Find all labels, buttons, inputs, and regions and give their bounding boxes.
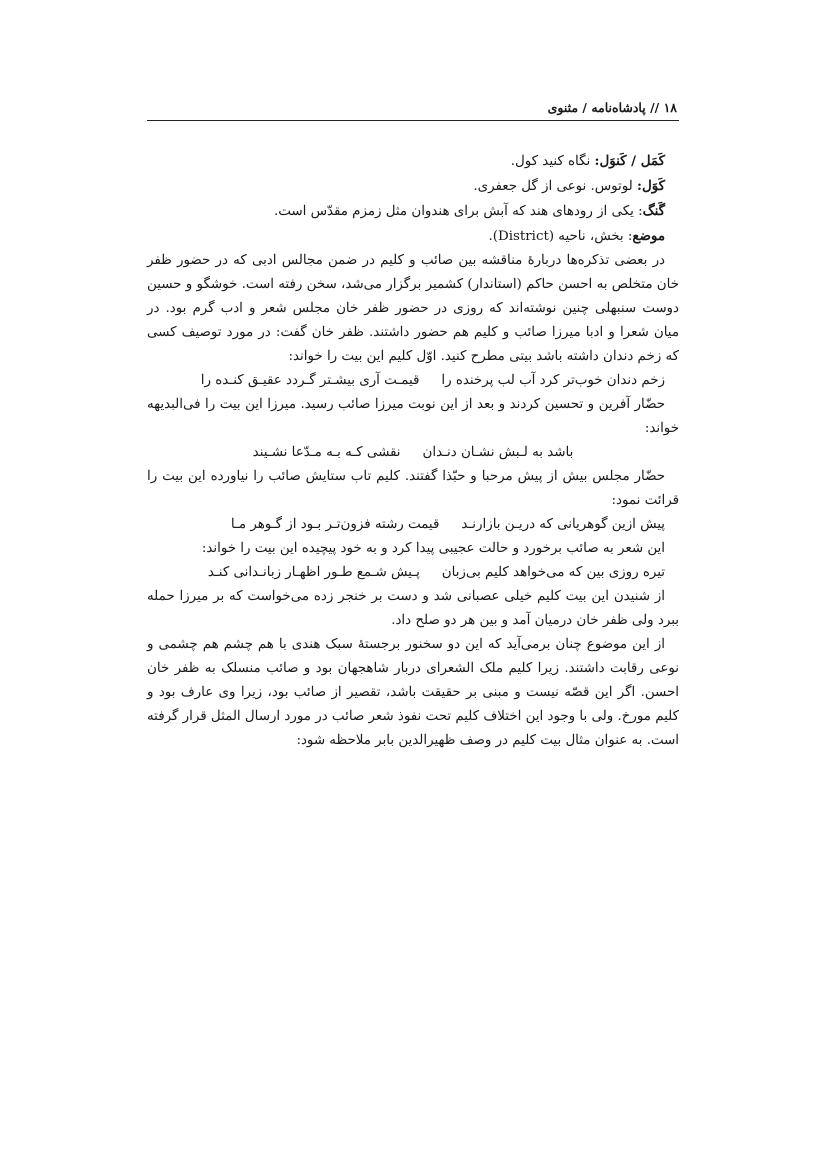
hemistich-first: زخم دندان خوب‌تر کرد آب لب پرخنده را (441, 373, 665, 388)
glossary-definition: لوتوس. نوعی از گل جعفری. (473, 179, 638, 194)
paragraph: حضّار آفرین و تحسین کردند و بعد از این نوبت میرزا صائب رسید. میرزا این بیت را فی‌البدیهه خواند: (147, 397, 679, 436)
glossary-entry (147, 224, 679, 249)
glossary-definition: : یکی از رودهای هند که آبش برای هندوان مثل زمزم مقدّس است. (274, 204, 643, 219)
glossary-term: کَمَل / کَنوَل: (594, 153, 665, 169)
hemistich-second: نقشی کـه بـه مـدّعا نشـیند (252, 445, 401, 460)
hemistich-first: باشد به لـبش نشـان دنـدان (422, 445, 574, 460)
verse-line (147, 561, 679, 585)
paragraph: حضّار مجلس بیش از پیش مرحبا و حبّذا گفتند. کلیم تاب ستایش صائب را نیاورده این بیت را قرائت نمود: (147, 469, 679, 508)
glossary-definition: نگاه کنید کول. (510, 154, 595, 169)
verse-line (147, 513, 679, 537)
hemistich-second: قیمت رشته فزون‌تـر بـود از گـوهر مـا (230, 517, 440, 532)
glossary-entry (147, 174, 679, 199)
glossary-term: کَوَل: (637, 178, 665, 194)
hemistich-second: پـیش شـمع طـور اظهـار زبانـدانی کنـد (207, 565, 420, 580)
running-head: ۱۸ // پادشاه‌نامه / مثنوی (147, 98, 679, 121)
glossary-definition: : بخش، ناحیه (District). (488, 229, 633, 244)
paragraph: این شعر به صائب برخورد و حالت عجیبی پیدا کرد و به خود پیچیده این بیت را خواند: (201, 541, 665, 556)
hemistich-first: تیره روزی بین که می‌خواهد کلیم بی‌زبان (441, 565, 665, 580)
verse-line (147, 441, 679, 465)
paragraph: از این موضوع چنان برمی‌آید که این دو سخنور برجستهٔ سبک هندی با هم چشم هم چشمی و نوعی رقابت داشتند. زیرا کلیم ملک الشعرای دربار شاهجهان بود و صائب منسلک به ظفر خان احسن. اگر این قصّه نیست و مبنی بر حقیقت باشد، تقصیر از صائب بود، زیرا وی عارف بود و کلیم مورخ. ولی با وجود این اختلاف کلیم تحت نفوذ شعر صائب در مورد ارسال المثل قرار گرفته است. به عنوان مثال بیت کلیم در وصف ظهیرالدین بابر ملاحظه شود: (147, 637, 679, 748)
verse-line (147, 369, 679, 393)
paragraph: از شنیدن این بیت کلیم خیلی عصبانی شد و دست بر خنجر زده می‌خواست که بر میرزا حمله ببرد ولی ظفر خان درمیان آمد و بین هر دو صلح داد. (147, 589, 679, 628)
glossary-entry (147, 149, 679, 174)
paragraph-intro: در بعضی تذکره‌ها دربارهٔ مناقشه بین صائب و کلیم در ضمن مجالس ادبی که در حضور ظفر خان متخلص به احسن حاکم (استاندار) کشمیر برگزار می‌شد، سخن رفته است. خوشگو و حسین دوست سنبهلی چنین نوشته‌اند که روزی در حضور ظفر خان مجلس شعر و ادب گرم بود. در میان شعرا و ادبا میرزا صائب و کلیم هم حضور داشتند. ظفر خان گفت: در مورد توصیف کسی که زخم دندان داشته باشد بیتی مطرح کنید. اوّل کلیم این بیت را خواند: (147, 253, 679, 364)
glossary-term: موضع (632, 228, 665, 244)
hemistich-first: پیش ازین گوهریانی که دریـن بازارنـد (461, 517, 665, 532)
page (147, 98, 679, 753)
glossary-entry (147, 199, 679, 224)
glossary-term: گَنگ (642, 203, 665, 219)
hemistich-second: قیمـت آری بیشـتر گـردد عقیـق کنـده را (200, 373, 420, 388)
body-text (147, 149, 679, 753)
